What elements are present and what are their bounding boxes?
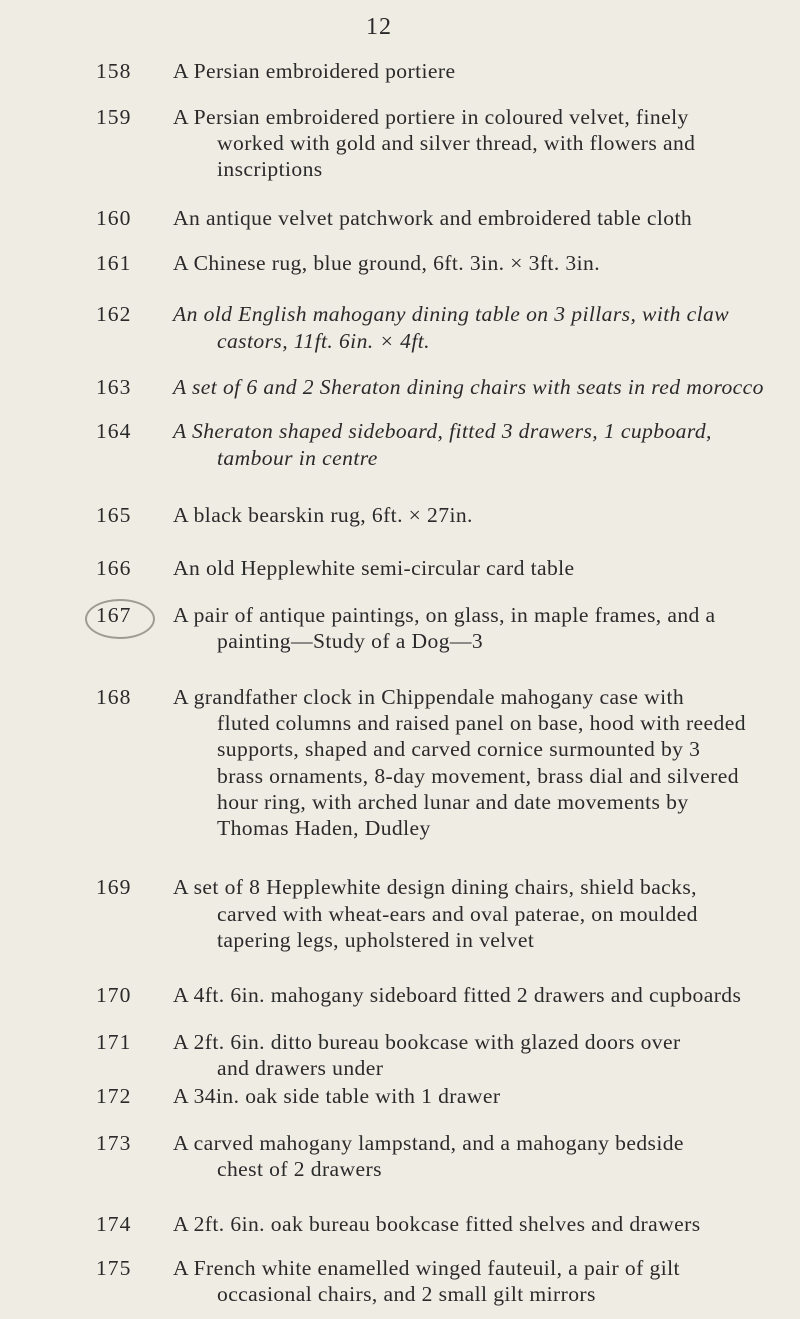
lot-description (173, 502, 783, 528)
lot-number: 174 (96, 1211, 132, 1236)
desc-line: A black bearskin rug, 6ft. × 27in. (173, 502, 473, 527)
lot-number: 166 (96, 556, 132, 581)
desc-line: A 34in. oak side table with 1 drawer (173, 1083, 501, 1108)
desc-line: hour ring, with arched lunar and date movements by (217, 790, 689, 815)
desc-line: An antique velvet patchwork and embroidered table cloth (173, 205, 693, 230)
desc-line: and drawers under (217, 1056, 384, 1081)
lot-description (173, 684, 783, 842)
desc-line: inscriptions (217, 157, 323, 182)
desc-line: A Persian embroidered portiere in coloured velvet, finely (173, 104, 689, 129)
lot-number: 172 (96, 1083, 132, 1108)
desc-line: A set of 8 Hepplewhite design dining chairs, shield backs, (173, 875, 697, 900)
lot-description (173, 374, 783, 400)
page-number: 12 (366, 14, 392, 40)
desc-line: tapering legs, upholstered in velvet (217, 928, 535, 953)
lot-description (173, 1255, 783, 1308)
desc-line: A grandfather clock in Chippendale mahogany case with (173, 684, 685, 709)
desc-line: A 4ft. 6in. mahogany sideboard fitted 2 drawers and cupboards (173, 983, 742, 1008)
desc-line: A Persian embroidered portiere (173, 59, 456, 83)
desc-line: castors, 11ft. 6in. × 4ft. (217, 328, 430, 353)
desc-line: worked with gold and silver thread, with flowers and (217, 131, 696, 156)
lot-description (173, 205, 783, 231)
desc-line: occasional chairs, and 2 small gilt mirrors (217, 1282, 596, 1307)
desc-line: A Chinese rug, blue ground, 6ft. 3in. × 3ft. 3in. (173, 251, 601, 276)
lot-number: 173 (96, 1131, 132, 1156)
lot-description (173, 301, 783, 354)
desc-line: An old Hepplewhite semi-circular card table (173, 556, 575, 581)
lot-number: 169 (96, 875, 132, 900)
lot-number: 175 (96, 1255, 132, 1280)
lot-description (173, 555, 783, 581)
desc-line: brass ornaments, 8-day movement, brass dial and silvered (217, 763, 739, 788)
lot-description (173, 602, 783, 655)
lot-description (173, 982, 783, 1008)
lot-description (173, 1130, 783, 1183)
lot-description (173, 1211, 783, 1237)
lot-number: 160 (96, 205, 132, 230)
lot-description (173, 250, 783, 276)
lot-number: 167 (96, 602, 132, 627)
lot-description (173, 1083, 783, 1109)
lot-number: 159 (96, 104, 132, 129)
desc-line: fluted columns and raised panel on base, hood with reeded (217, 711, 746, 736)
lot-number: 168 (96, 684, 132, 709)
lot-description (173, 874, 783, 953)
lot-number: 164 (96, 419, 132, 444)
lot-description (173, 1029, 783, 1082)
desc-line: supports, shaped and carved cornice surmounted by 3 (217, 737, 701, 762)
lot-number: 171 (96, 1030, 132, 1054)
lot-number: 158 (96, 59, 132, 83)
desc-line: painting—Study of a Dog—3 (217, 629, 484, 654)
lot-number: 163 (96, 375, 132, 400)
lot-number: 165 (96, 502, 132, 527)
desc-line: tambour in centre (217, 445, 378, 470)
desc-line: chest of 2 drawers (217, 1157, 382, 1182)
lot-description (173, 58, 783, 84)
desc-line: carved with wheat-ears and oval paterae, on moulded (217, 901, 698, 926)
lot-description (173, 418, 783, 471)
desc-line: An old English mahogany dining table on 3 pillars, with claw (173, 302, 730, 327)
lot-description (173, 104, 783, 183)
desc-line: A 2ft. 6in. ditto bureau bookcase with glazed doors over (173, 1030, 681, 1054)
desc-line: A Sheraton shaped sideboard, fitted 3 drawers, 1 cupboard, (173, 419, 712, 444)
desc-line: A set of 6 and 2 Sheraton dining chairs with seats in red morocco (173, 375, 764, 400)
desc-line: A 2ft. 6in. oak bureau bookcase fitted shelves and drawers (173, 1211, 701, 1236)
desc-line: A carved mahogany lampstand, and a mahogany bedside (173, 1131, 684, 1156)
desc-line: A French white enamelled winged fauteuil, a pair of gilt (173, 1255, 680, 1280)
lot-number: 162 (96, 302, 132, 327)
lot-number: 161 (96, 251, 132, 276)
desc-line: Thomas Haden, Dudley (217, 816, 431, 841)
lot-number: 170 (96, 983, 132, 1008)
desc-line: A pair of antique paintings, on glass, in maple frames, and a (173, 602, 716, 627)
